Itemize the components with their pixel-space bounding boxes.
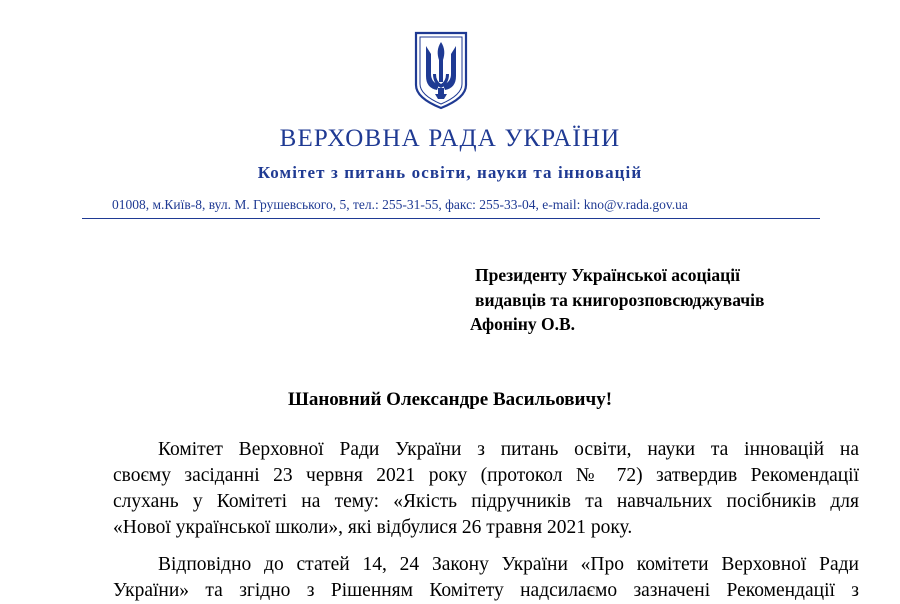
recipient-name: Афоніну О.В. (470, 314, 576, 334)
body-line: України» та згідно з Рішенням Комітету надсилаємо зазначені Рекомендації з (113, 580, 859, 601)
body-line: Відповідно до статей 14, 24 Закону України «Про комітети Верховної Ради (158, 554, 859, 575)
body-line: своєму засіданні 23 червня 2021 року (протокол № 72) затвердив Рекомендації (113, 465, 859, 486)
body-line: слухань у Комітеті на тему: «Якість підручників та навчальних посібників для (113, 491, 859, 512)
committee-name: Комітет з питань освіти, науки та інновацій (257, 163, 643, 182)
body-line: «Нової української школи», які відбулися 26 травня 2021 року. (113, 517, 633, 538)
contact-address: 01008, м.Київ-8, вул. М. Грушевського, 5, тел.: 255-31-55, факс: 255-33-04, e-mail: kno@v.rada.gov.ua (112, 197, 688, 212)
greeting: Шановний Олександре Васильовичу! (287, 389, 613, 410)
recipient-line: Президенту Української асоціації (475, 265, 740, 285)
org-title: ВЕРХОВНА РАДА УКРАЇНИ (279, 125, 621, 152)
body-line: Комітет Верховної Ради України з питань освіти, науки та інновацій на (158, 439, 859, 460)
recipient-line: видавців та книгорозповсюджувачів (475, 290, 765, 310)
header-divider (82, 218, 820, 219)
trident-icon (413, 30, 469, 110)
